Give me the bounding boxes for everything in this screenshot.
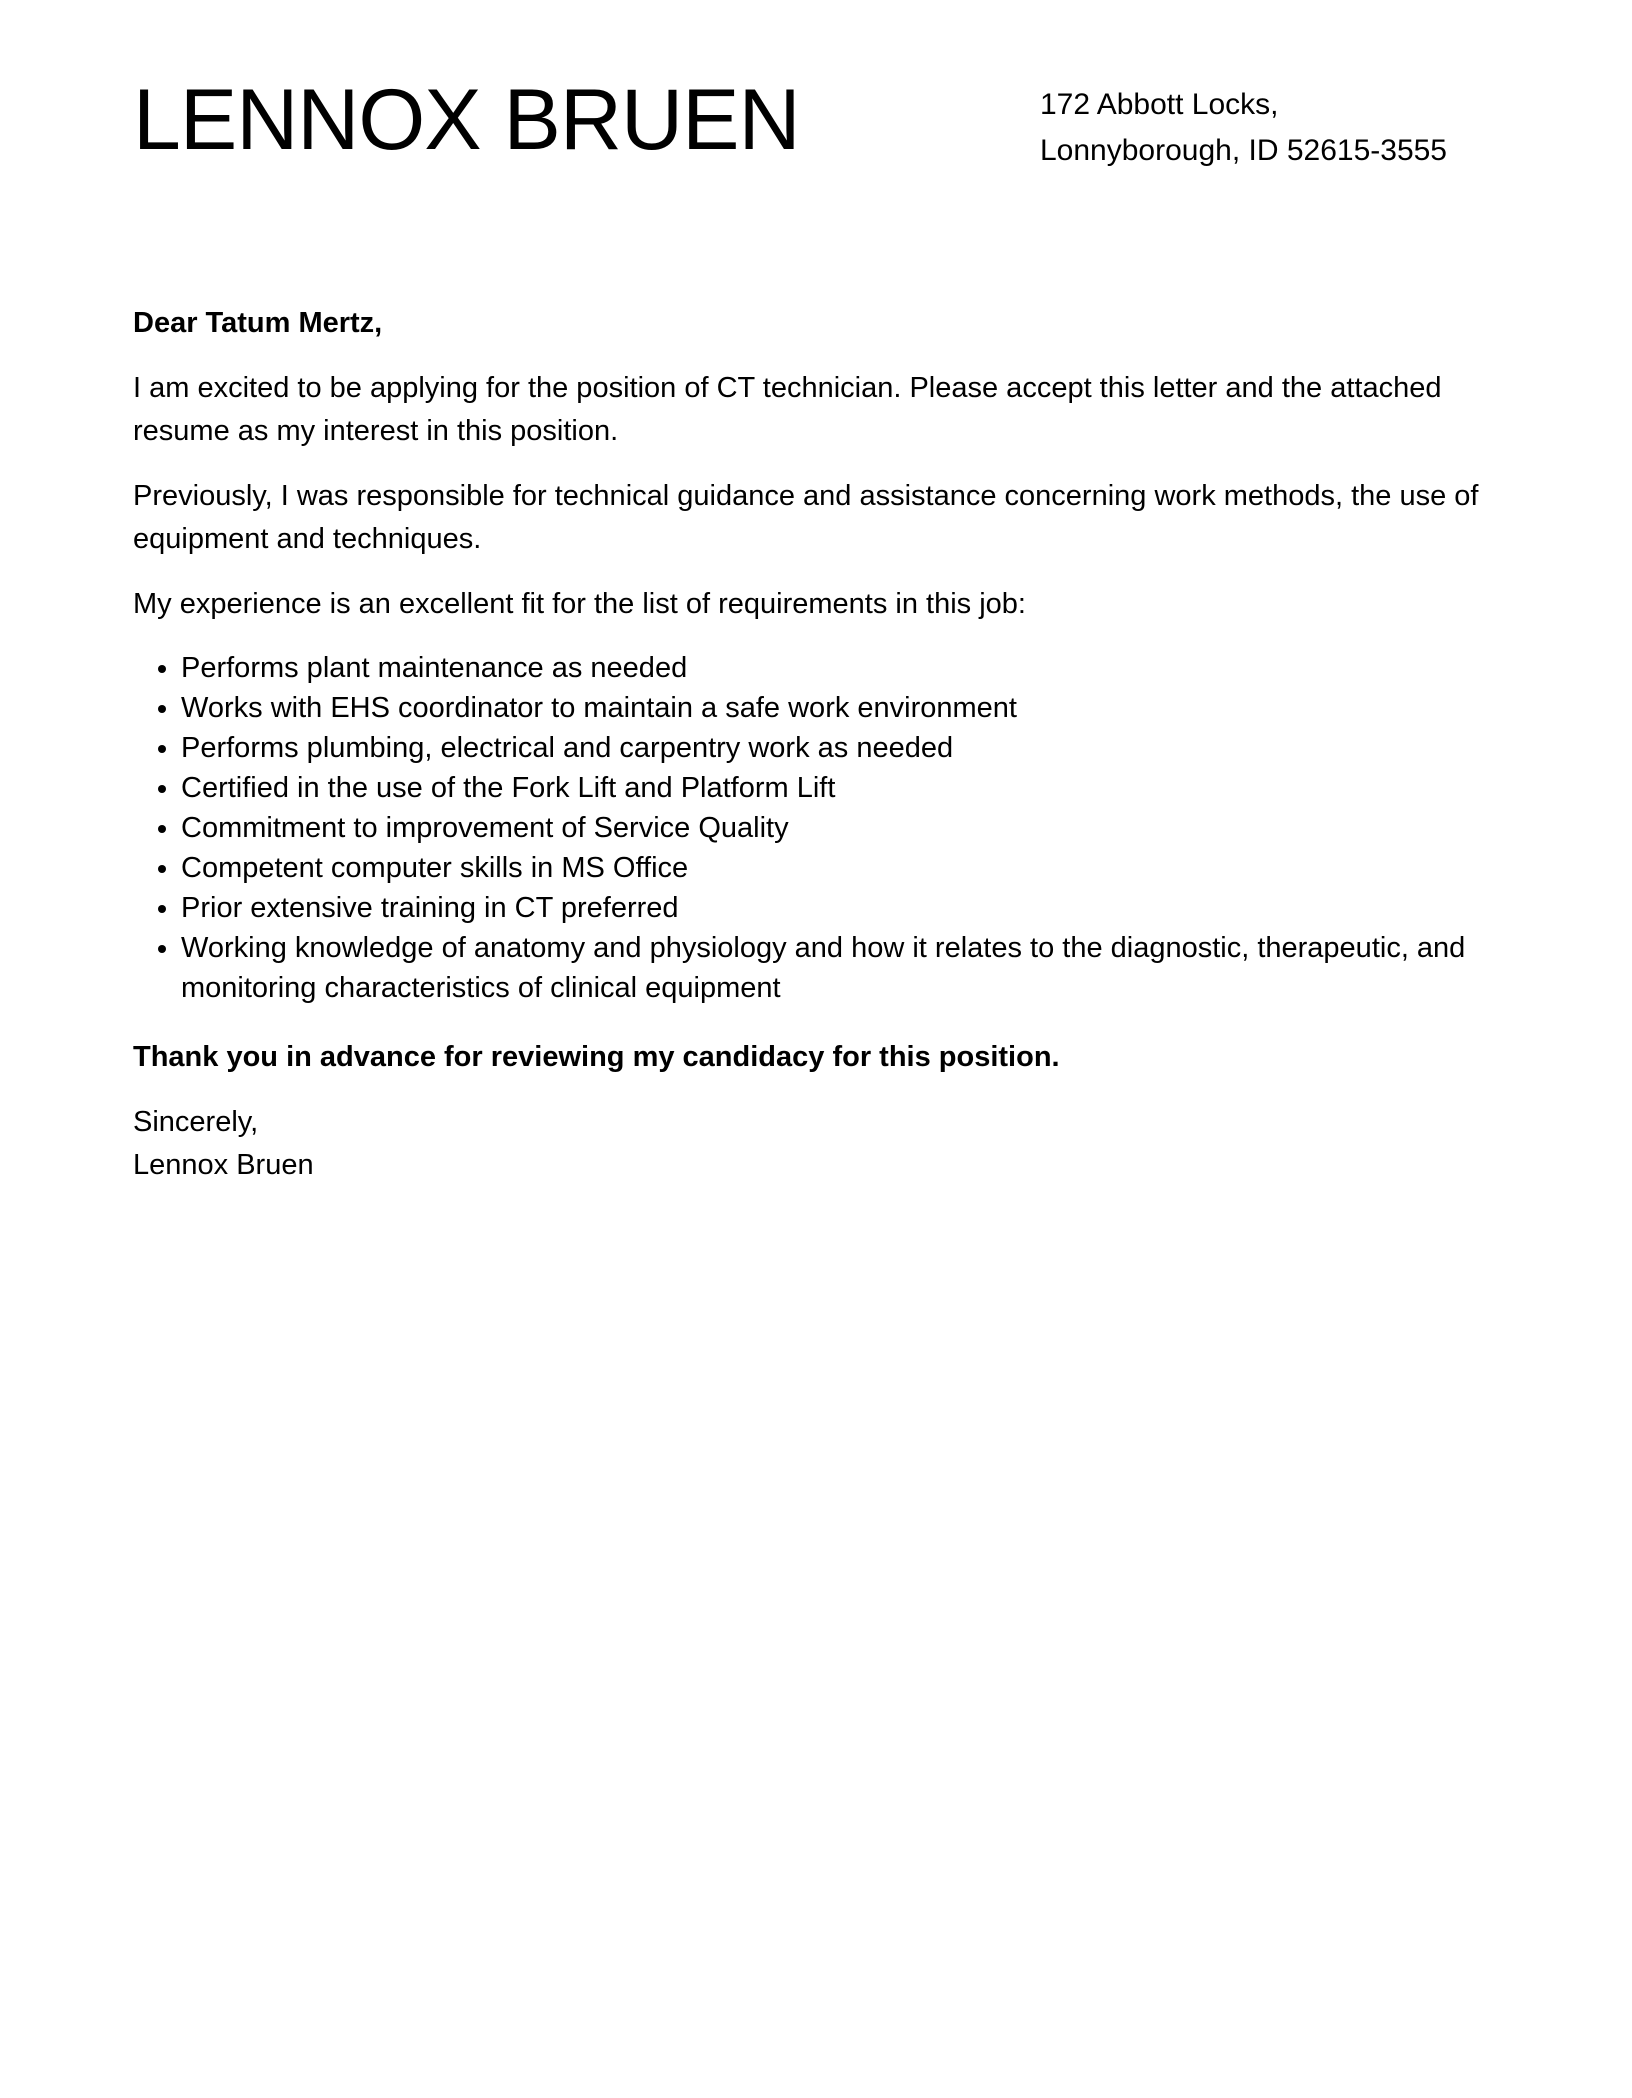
address-line-2: Lonnyborough, ID 52615-3555 (1040, 134, 1447, 167)
intro-paragraph: I am excited to be applying for the position of CT technician. Please accept this letter and the attached resume as my interest in this position. (133, 372, 1442, 447)
list-item: • Competent computer skills in MS Office (181, 848, 1503, 888)
list-item: • Working knowledge of anatomy and physiology and how it relates to the diagnostic, therapeutic, and monitoring characteristics of clinical equipment (181, 928, 1503, 1008)
list-item: • Prior extensive training in CT preferred (181, 888, 1503, 928)
sign-off: Sincerely, (133, 1106, 259, 1138)
experience-paragraph: Previously, I was responsible for technical guidance and assistance concerning work methods, the use of equipment and techniques. (133, 480, 1479, 555)
list-item: • Performs plumbing, electrical and carpentry work as needed (181, 728, 1503, 768)
address-block (1040, 82, 1447, 174)
list-item: • Certified in the use of the Fork Lift and Platform Lift (181, 768, 1503, 808)
requirements-intro: My experience is an excellent fit for the list of requirements in this job: (133, 588, 1026, 620)
address-line-1: 172 Abbott Locks, (1040, 88, 1279, 121)
list-item: • Works with EHS coordinator to maintain a safe work environment (181, 688, 1503, 728)
applicant-name: LENNOX BRUEN (133, 72, 800, 168)
letter-body (133, 302, 1503, 1187)
requirements-list (133, 648, 1503, 1008)
closing-statement: Thank you in advance for reviewing my candidacy for this position. (133, 1041, 1060, 1073)
list-item: • Performs plant maintenance as needed (181, 648, 1503, 688)
signature-block (133, 1101, 1503, 1187)
list-item: • Commitment to improvement of Service Quality (181, 808, 1503, 848)
salutation: Dear Tatum Mertz, (133, 307, 383, 339)
signature-name: Lennox Bruen (133, 1149, 314, 1181)
